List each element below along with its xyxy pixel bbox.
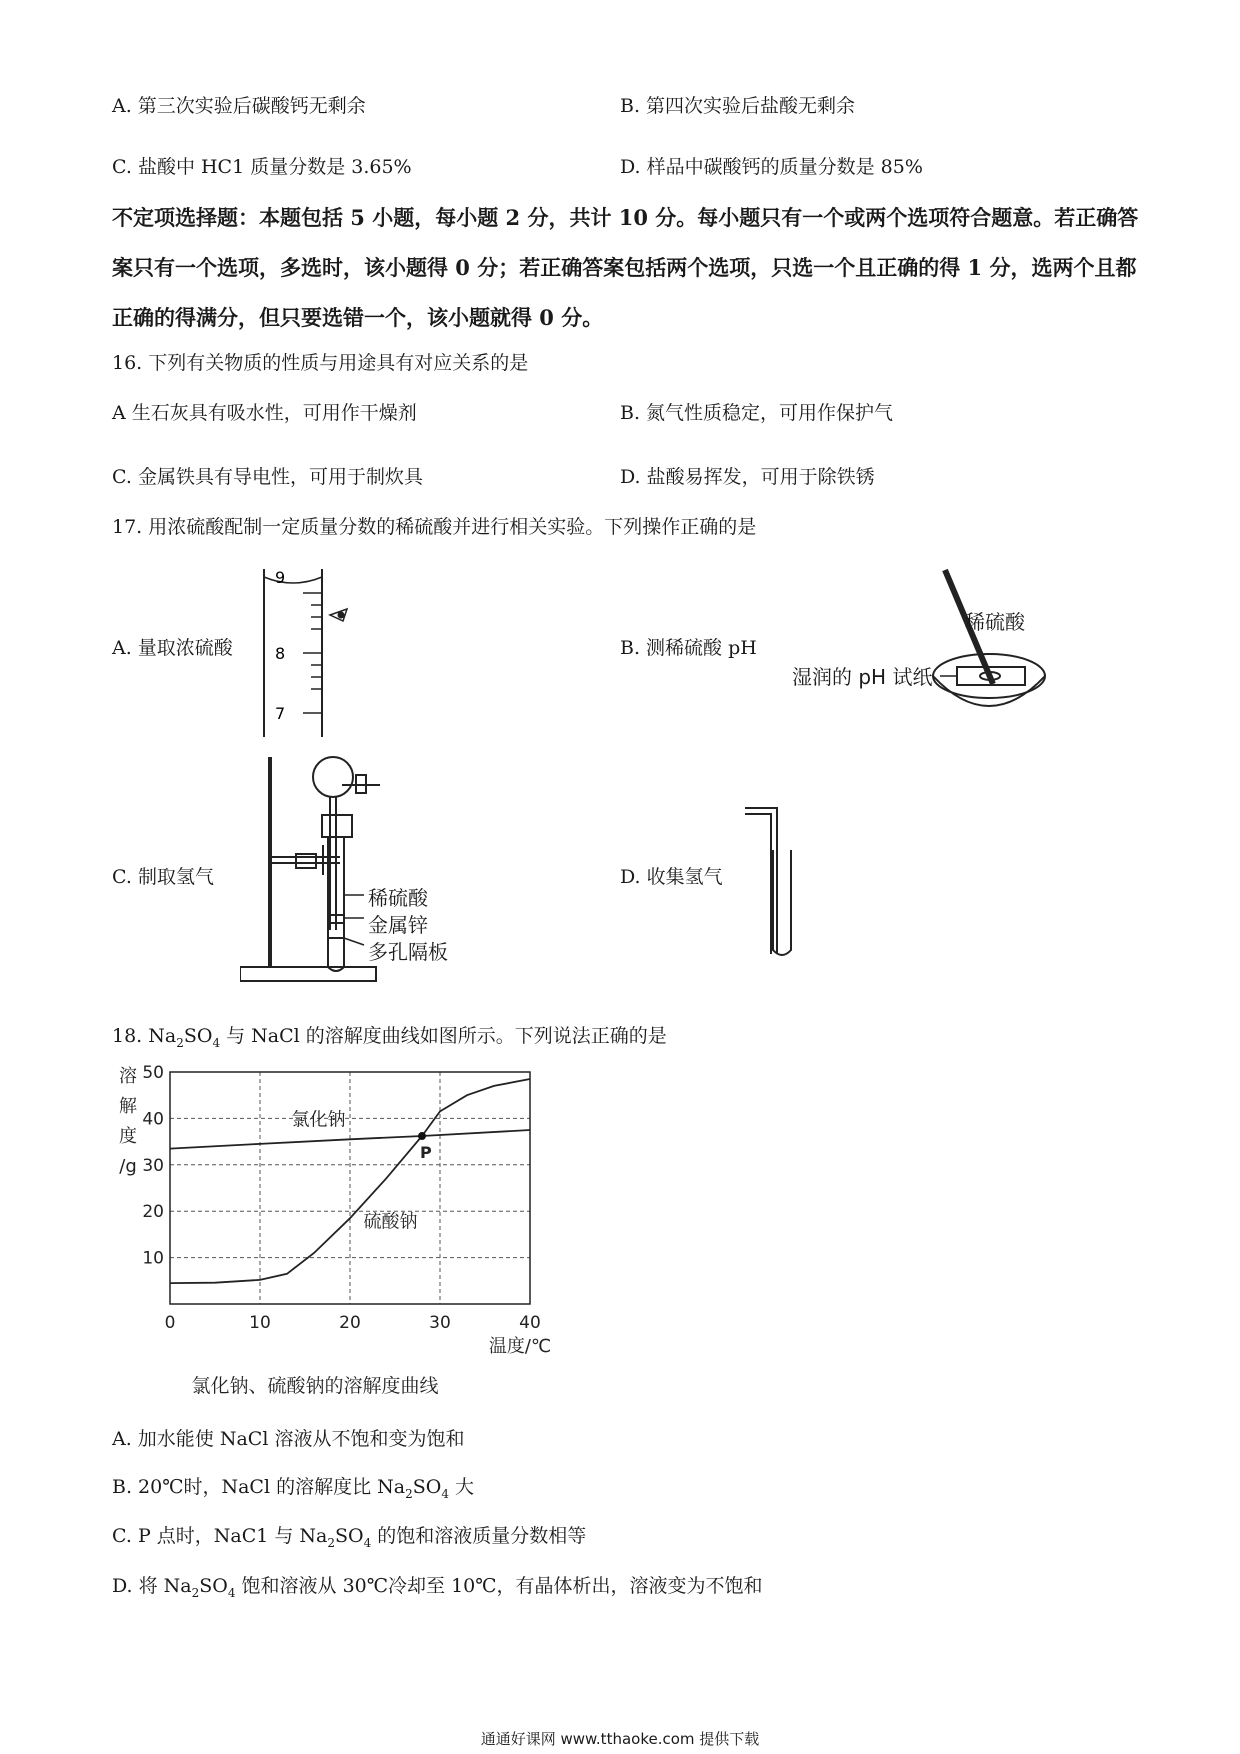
q17-option-b: B. 测稀硫酸 pH <box>620 637 757 659</box>
y-axis-label: 解 <box>119 1096 137 1117</box>
series-label-nacl: 氯化钠 <box>291 1109 346 1131</box>
chart-grid <box>170 1072 530 1304</box>
section-instructions: 不定项选择题：本题包括 5 小题，每小题 2 分，共计 10 分。每小题只有一个或两个选项符合题意。若正确答案只有一个选项，多选时，该小题得 0 分；若正确答案包括两个选项，只选一个且正确的得 1 分，选两个且都正确的得满分，但只要选错一个，该小题就得 0 分。 <box>112 205 1139 330</box>
q16-option-c: C. 金属铁具有导电性，可用于制炊具 <box>112 466 423 488</box>
chart-title: 氯化钠、硫酸钠的溶解度曲线 <box>191 1375 439 1397</box>
page-footer: 通通好课网 www.tthaoke.com 提供下载 <box>480 1730 760 1748</box>
q16-option-a: A 生石灰具有吸水性，可用作干燥剂 <box>112 402 417 424</box>
apparatus-label-plate: 多孔隔板 <box>368 940 448 964</box>
graduated-cylinder-figure <box>255 565 355 740</box>
y-axis-label: 度 <box>119 1126 137 1147</box>
y-tick-label: 10 <box>142 1248 164 1269</box>
y-tick-label: 50 <box>142 1063 164 1083</box>
y-tick-label: 20 <box>142 1202 164 1223</box>
y-axis-label: /g <box>119 1156 137 1177</box>
y-tick-label: 30 <box>142 1155 164 1176</box>
q18-option-c: C. P 点时，NaC1 与 $Na_2SO_4$ 的饱和溶液质量分数相等 <box>112 1525 587 1550</box>
solubility-chart <box>110 1060 560 1410</box>
ph-label-dilute-acid: 稀硫酸 <box>965 610 1025 634</box>
x-tick-label: 30 <box>429 1313 451 1333</box>
point-p-marker <box>418 1132 426 1140</box>
x-tick-label: 0 <box>164 1313 176 1333</box>
y-tick-label: 40 <box>142 1109 164 1130</box>
q15-option-b: B. 第四次实验后盐酸无剩余 <box>620 95 856 117</box>
q18-stem: 18. $Na_2SO_4$ 与 NaCl 的溶解度曲线如图所示。下列说法正确的是 <box>112 1025 667 1050</box>
x-tick-label: 40 <box>519 1313 541 1333</box>
q17-option-a: A. 量取浓硫酸 <box>112 637 233 659</box>
apparatus-label-zinc: 金属锌 <box>368 913 428 937</box>
x-tick-label: 20 <box>339 1313 361 1333</box>
q18-option-d: D. 将 $Na_2SO_4$ 饱和溶液从 30℃冷却至 10℃，有晶体析出，溶液变为不饱和 <box>112 1575 763 1600</box>
cylinder-tick-7: 7 <box>275 704 286 723</box>
q17-stem: 17. 用浓硫酸配制一定质量分数的稀硫酸并进行相关实验。下列操作正确的是 <box>112 516 757 538</box>
q15-option-a: A. 第三次实验后碳酸钙无剩余 <box>112 95 366 117</box>
q16-option-d: D. 盐酸易挥发，可用于除铁锈 <box>620 466 875 488</box>
x-tick-label: 10 <box>249 1313 271 1333</box>
q17-option-c: C. 制取氢气 <box>112 866 214 888</box>
x-axis-label: 温度/℃ <box>488 1336 552 1357</box>
y-axis-label: 溶 <box>119 1066 137 1087</box>
ph-test-figure <box>780 566 1070 726</box>
q18-option-a: A. 加水能使 NaCl 溶液从不饱和变为饱和 <box>112 1428 465 1450</box>
cylinder-tick-9: 9 <box>275 568 286 587</box>
q16-option-b: B. 氮气性质稳定，可用作保护气 <box>620 402 894 424</box>
cylinder-tick-8: 8 <box>275 644 286 663</box>
q18-option-b: B. 20℃时，NaCl 的溶解度比 $Na_2SO_4$ 大 <box>112 1476 474 1501</box>
q15-option-c: C. 盐酸中 HC1 质量分数是 3.65% <box>112 156 412 178</box>
test-tube-figure <box>735 800 805 960</box>
q15-option-d: D. 样品中碳酸钙的质量分数是 85% <box>620 156 923 178</box>
ph-label-test-paper: 湿润的 pH 试纸 <box>792 665 933 689</box>
apparatus-label-dilute-acid: 稀硫酸 <box>368 886 428 910</box>
chart-labels-group <box>119 1063 551 1397</box>
q17-option-d: D. 收集氢气 <box>620 866 723 888</box>
q16-stem: 16. 下列有关物质的性质与用途具有对应关系的是 <box>112 352 529 374</box>
series-label-na2so4: 硫酸钠 <box>363 1211 418 1233</box>
point-p-label: P <box>420 1143 432 1163</box>
